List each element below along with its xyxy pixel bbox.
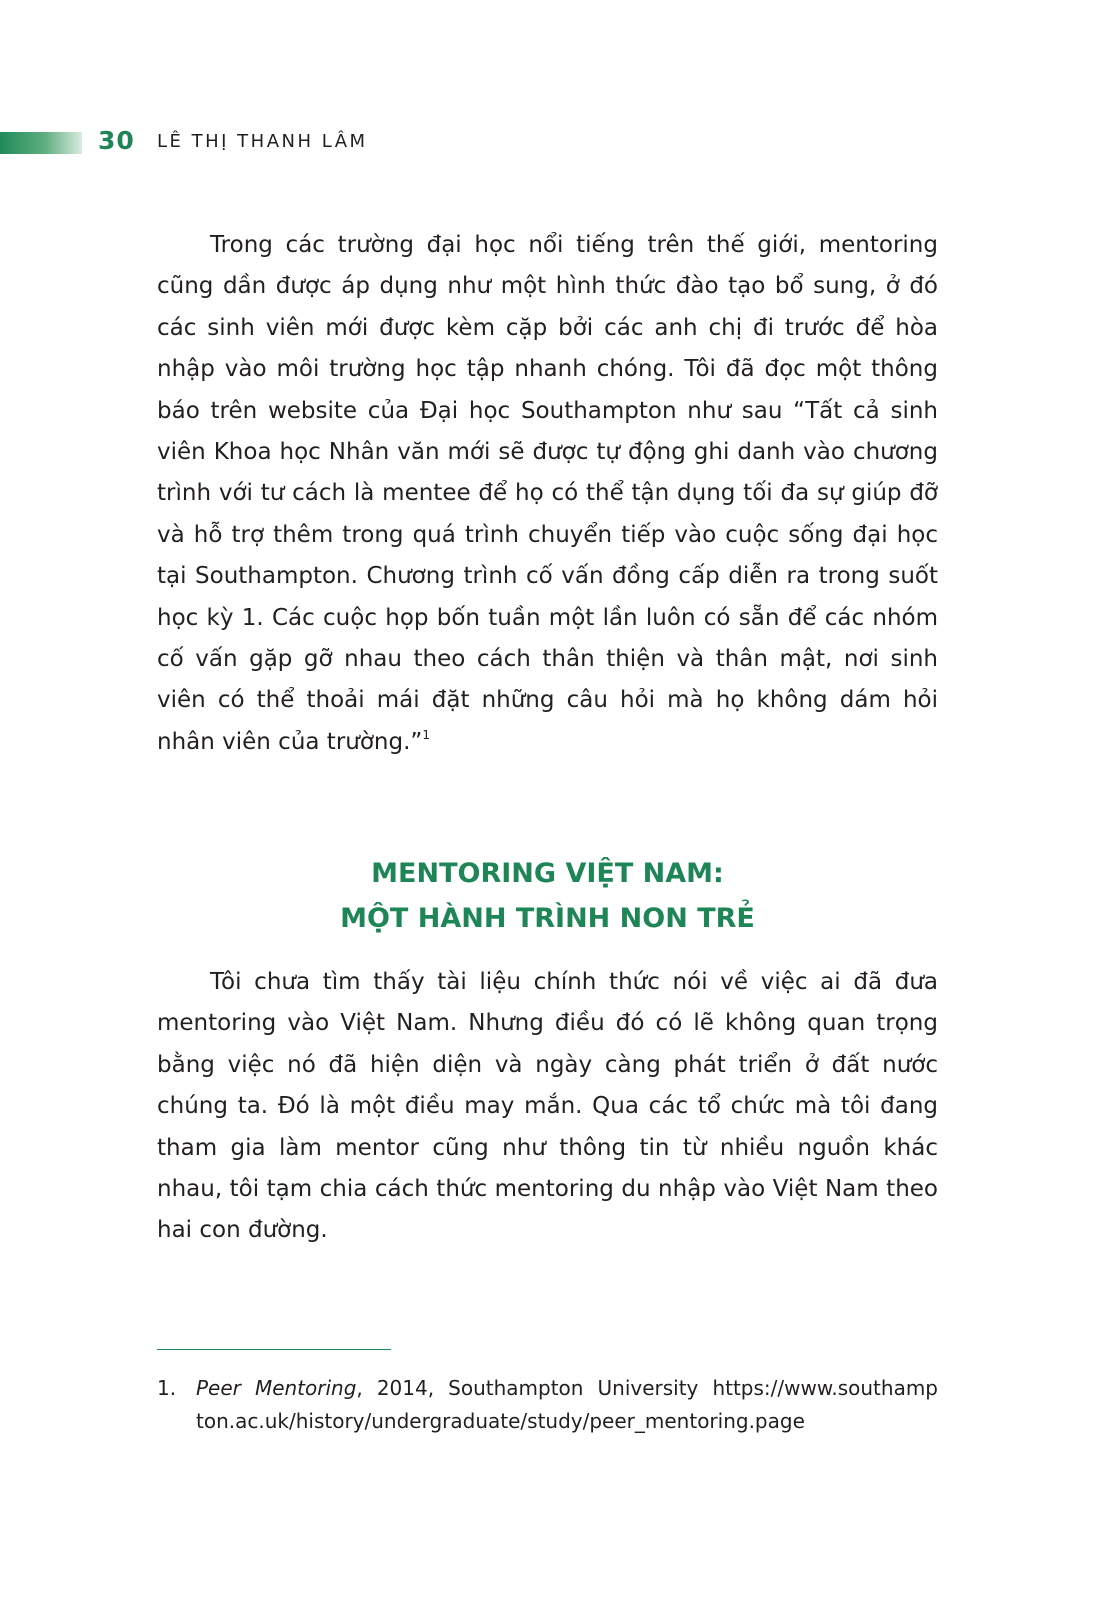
page-number: 30: [98, 126, 135, 155]
footnote-reference[interactable]: 1: [422, 727, 430, 742]
body-paragraph-2: Tôi chưa tìm thấy tài liệu chính thức nói về việc ai đã đưa mentoring vào Việt Nam. Nhưng điều đó có lẽ không quan trọng bằng việc nó đã hiện diện và ngày càng phát triển ở đất nước chúng ta. Đó là một điều may mắn. Qua các tổ chức mà tôi đang tham gia làm mentor cũng như thông tin từ nhiều nguồn khác nhau, tôi tạm chia cách thức mentoring du nhập vào Việt Nam theo hai con đường.: [157, 969, 938, 1244]
footnote-text: [196, 1372, 938, 1438]
header-accent-bar: [0, 132, 82, 154]
footnote-title: Peer Mentoring: [196, 1376, 357, 1400]
running-head-author: LÊ THỊ THANH LÂM: [157, 131, 368, 152]
section-heading-line-2: MỘT HÀNH TRÌNH NON TRẺ: [340, 903, 755, 934]
body-paragraph-1: [157, 225, 938, 763]
section-heading: [157, 851, 938, 941]
section-heading-line-1: MENTORING VIỆT NAM:: [371, 858, 724, 889]
paragraph-1-text: Trong các trường đại học nổi tiếng trên thế giới, mentoring cũng dần được áp dụng như một hình thức đào tạo bổ sung, ở đó các sinh viên mới được kèm cặp bởi các anh chị đi trước để hòa nhập vào môi trường học tập nhanh chóng. Tôi đã đọc một thông báo trên website của Đại học Southampton như sau “Tất cả sinh viên Khoa học Nhân văn mới sẽ được tự động ghi danh vào chương trình với tư cách là mentee để họ có thể tận dụng tối đa sự giúp đỡ và hỗ trợ thêm trong quá trình chuyển tiếp vào cuộc sống đại học tại Southampton. Chương trình cố vấn đồng cấp diễn ra trong suốt học kỳ 1. Các cuộc họp bốn tuần một lần luôn có sẵn để các nhóm cố vấn gặp gỡ nhau theo cách thân thiện và thân mật, nơi sinh viên có thể thoải mái đặt những câu hỏi mà họ không dám hỏi nhân viên của trường.”: [157, 232, 938, 755]
footnote-number: 1.: [157, 1376, 177, 1400]
footnote-citation[interactable]: , 2014, Southampton University https://www.southamp ton.ac.uk/history/undergraduate/study/peer_mentoring.page: [196, 1376, 939, 1433]
footnote: [157, 1372, 938, 1438]
footnote-divider: [157, 1349, 391, 1350]
